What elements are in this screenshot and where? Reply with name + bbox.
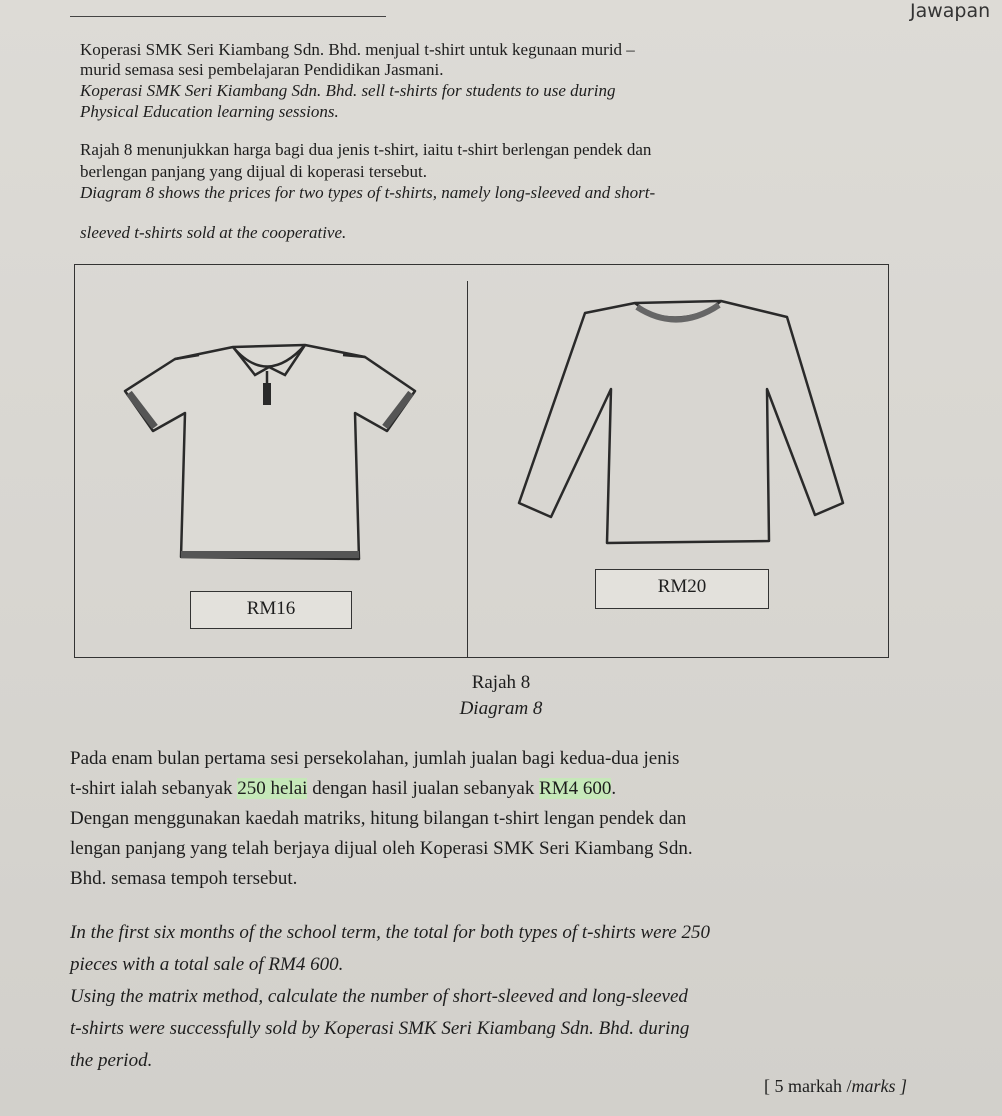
diagram-desc-malay-line2: berlengan panjang yang dijual di koperasi tersebut. <box>80 162 427 181</box>
marks-label <box>764 1076 907 1097</box>
question-english-line5: the period. <box>70 1050 153 1071</box>
intro-english-line1: Koperasi SMK Seri Kiambang Sdn. Bhd. sell t-shirts for students to use during <box>80 81 616 100</box>
tshirt-diagram <box>74 264 889 658</box>
intro-malay-line2: murid semasa sesi pembelajaran Pendidikan Jasmani. <box>80 60 444 79</box>
question-english-line2: pieces with a total sale of RM4 600. <box>70 954 344 975</box>
top-rule <box>70 16 386 17</box>
diagram-desc-english-line2: sleeved t-shirts sold at the cooperative. <box>80 223 347 242</box>
intro-english-line2: Physical Education learning sessions. <box>80 102 339 121</box>
intro-malay-line1: Koperasi SMK Seri Kiambang Sdn. Bhd. menjual t-shirt untuk kegunaan murid – <box>80 40 635 59</box>
question-english-line1: In the first six months of the school term, the total for both types of t-shirts were 250 <box>70 922 710 943</box>
question-malay-line5: Bhd. semasa tempoh tersebut. <box>70 868 298 889</box>
long-sleeve-tshirt-icon <box>515 293 845 555</box>
answer-header: Jawapan <box>910 0 991 22</box>
question-malay-line1: Pada enam bulan pertama sesi persekolahan, jumlah jualan bagi kedua-dua jenis <box>70 748 680 769</box>
diagram-caption-english: Diagram 8 <box>459 698 543 719</box>
highlight-total-pieces: 250 helai <box>237 778 308 799</box>
long-sleeve-price: RM20 <box>595 569 769 609</box>
short-sleeve-price: RM16 <box>190 591 352 629</box>
question-malay-line3: Dengan menggunakan kaedah matriks, hitung bilangan t-shirt lengan pendek dan <box>70 808 687 829</box>
question-english-line4: t-shirts were successfully sold by Koperasi SMK Seri Kiambang Sdn. Bhd. during <box>70 1018 690 1039</box>
diagram-desc-english-line1: Diagram 8 shows the prices for two types of t-shirts, namely long-sleeved and short- <box>80 183 656 202</box>
highlight-total-sales: RM4 600 <box>539 778 612 799</box>
question-malay-line2 <box>70 776 616 802</box>
question-english-line3: Using the matrix method, calculate the number of short-sleeved and long-sleeved <box>70 986 688 1007</box>
question-malay-line2-e: . <box>611 778 617 799</box>
marks-suffix: marks ] <box>851 1076 907 1096</box>
marks-prefix: [ 5 markah / <box>764 1076 852 1096</box>
diagram-divider <box>467 281 468 657</box>
question-malay-line4: lengan panjang yang telah berjaya dijual oleh Koperasi SMK Seri Kiambang Sdn. <box>70 838 693 859</box>
diagram-caption-malay: Rajah 8 <box>471 672 531 693</box>
diagram-desc-malay-line1: Rajah 8 menunjukkan harga bagi dua jenis t-shirt, iaitu t-shirt berlengan pendek dan <box>80 140 652 159</box>
short-sleeve-tshirt-icon <box>115 327 427 587</box>
question-malay-line2-a: t-shirt ialah sebanyak <box>70 778 238 799</box>
question-malay-line2-c: dengan hasil jualan sebanyak <box>307 778 540 799</box>
